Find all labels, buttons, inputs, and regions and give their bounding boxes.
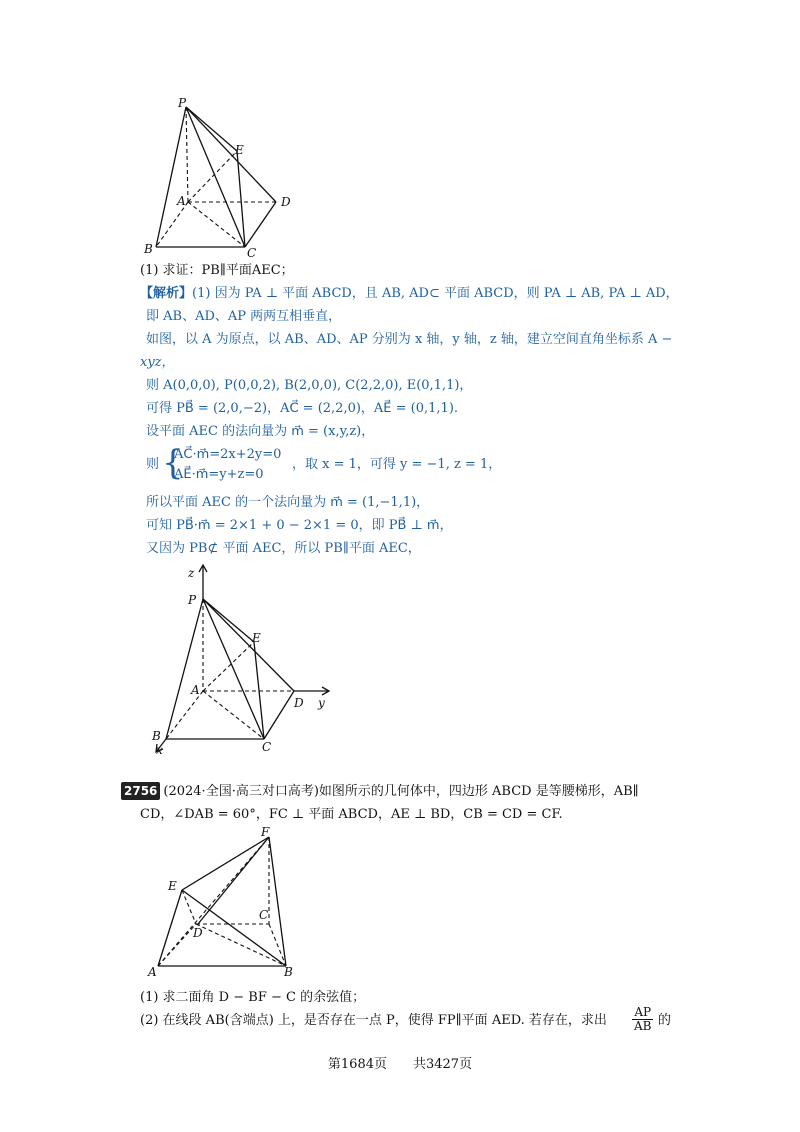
label-E: E xyxy=(235,143,244,157)
label-E: E xyxy=(168,879,177,893)
solution-line-11: 又因为 PB⊄ 平面 AEC，所以 PB∥平面 AEC， xyxy=(146,541,421,556)
label-P: P xyxy=(178,96,187,110)
label-F: F xyxy=(261,826,270,839)
solution-line-5: 则 A(0,0,0), P(0,0,2), B(2,0,0), C(2,2,0), E(0,1,1)， xyxy=(146,378,473,393)
solution-line-4: xyz， xyxy=(140,355,175,370)
label-B: B xyxy=(284,965,293,976)
question-2-suffix: 的 xyxy=(658,1013,672,1028)
axis-label-z: z xyxy=(188,566,195,580)
axis-label-y: y xyxy=(318,696,325,710)
fraction-AP-AB xyxy=(632,1006,653,1033)
label-C: C xyxy=(259,908,269,922)
figure-pyramid-axes xyxy=(146,562,346,762)
label-B: B xyxy=(144,242,153,256)
problem-line-1 xyxy=(121,782,639,801)
figure-solid-ABCDEF xyxy=(138,826,308,976)
fraction-numerator: AP xyxy=(632,1006,653,1020)
figure-pyramid-1 xyxy=(136,96,306,264)
label-A: A xyxy=(191,683,200,697)
axis-label-x: x xyxy=(156,743,163,757)
solution-line-10: 可知 PB⃗·m⃗ = 2×1 + 0 − 2×1 = 0，即 PB⃗ ⊥ m⃗， xyxy=(146,518,453,533)
system-eq-1: AC⃗·m⃗=2x+2y=0 xyxy=(174,447,282,462)
question-1-dihedral: (1) 求二面角 D − BF − C 的余弦值； xyxy=(140,990,366,1005)
label-C: C xyxy=(247,246,257,260)
solution-text-1: (1) 因为 PA ⊥ 平面 ABCD，且 AB, AD⊂ 平面 ABCD，则 PA ⊥ AB, PA ⊥ AD， xyxy=(192,286,679,301)
label-D: D xyxy=(193,926,203,940)
solution-l8-suffix: ，取 x = 1，可得 y = −1, z = 1， xyxy=(292,457,502,472)
question-2-text: (2) 在线段 AB(含端点) 上，是否存在一点 P，使得 FP∥平面 AED. 若存在，求出 xyxy=(140,1013,607,1028)
solution-line-1 xyxy=(140,285,679,303)
label-C: C xyxy=(262,740,272,754)
label-P: P xyxy=(188,593,197,607)
problem-line-2: CD，∠DAB = 60°，FC ⊥ 平面 ABCD，AE ⊥ BD，CB = CD = CF. xyxy=(140,807,563,822)
fraction-denominator: AB xyxy=(634,1019,652,1033)
solution-line-3: 如图，以 A 为原点，以 AB、AD、AP 分别为 x 轴，y 轴，z 轴，建立空间直角坐标系 A − xyxy=(146,332,673,347)
problem-text-1: (2024·全国·高三对口高考)如图所示的几何体中，四边形 ABCD 是等腰梯形，AB∥ xyxy=(163,784,639,799)
problem-number-badge: 2756 xyxy=(121,782,160,800)
solution-line-7: 设平面 AEC 的法向量为 m⃗ = (x,y,z)， xyxy=(146,424,375,439)
label-A: A xyxy=(177,194,186,208)
solution-l8-prefix: 则 xyxy=(146,457,160,472)
solution-line-6: 可得 PB⃗ = (2,0,−2)，AC⃗ = (2,2,0)，AE⃗ = (0,1,1). xyxy=(146,401,459,416)
label-D: D xyxy=(281,195,291,209)
label-B: B xyxy=(152,729,161,743)
label-A: A xyxy=(148,965,157,976)
system-eq-2: AE⃗·m⃗=y+z=0 xyxy=(174,467,264,482)
solution-line-2: 即 AB、AD、AP 两两互相垂直， xyxy=(146,309,342,324)
system-brace: { xyxy=(162,443,184,483)
solution-line-9: 所以平面 AEC 的一个法向量为 m⃗ = (1,−1,1)， xyxy=(146,495,430,510)
page-footer: 第1684页 共3427页 xyxy=(327,1057,473,1072)
question-1-prove: (1) 求证：PB∥平面AEC； xyxy=(140,263,294,278)
label-E: E xyxy=(252,631,261,645)
solution-tag: 【解析】 xyxy=(140,286,193,301)
label-D: D xyxy=(294,696,304,710)
